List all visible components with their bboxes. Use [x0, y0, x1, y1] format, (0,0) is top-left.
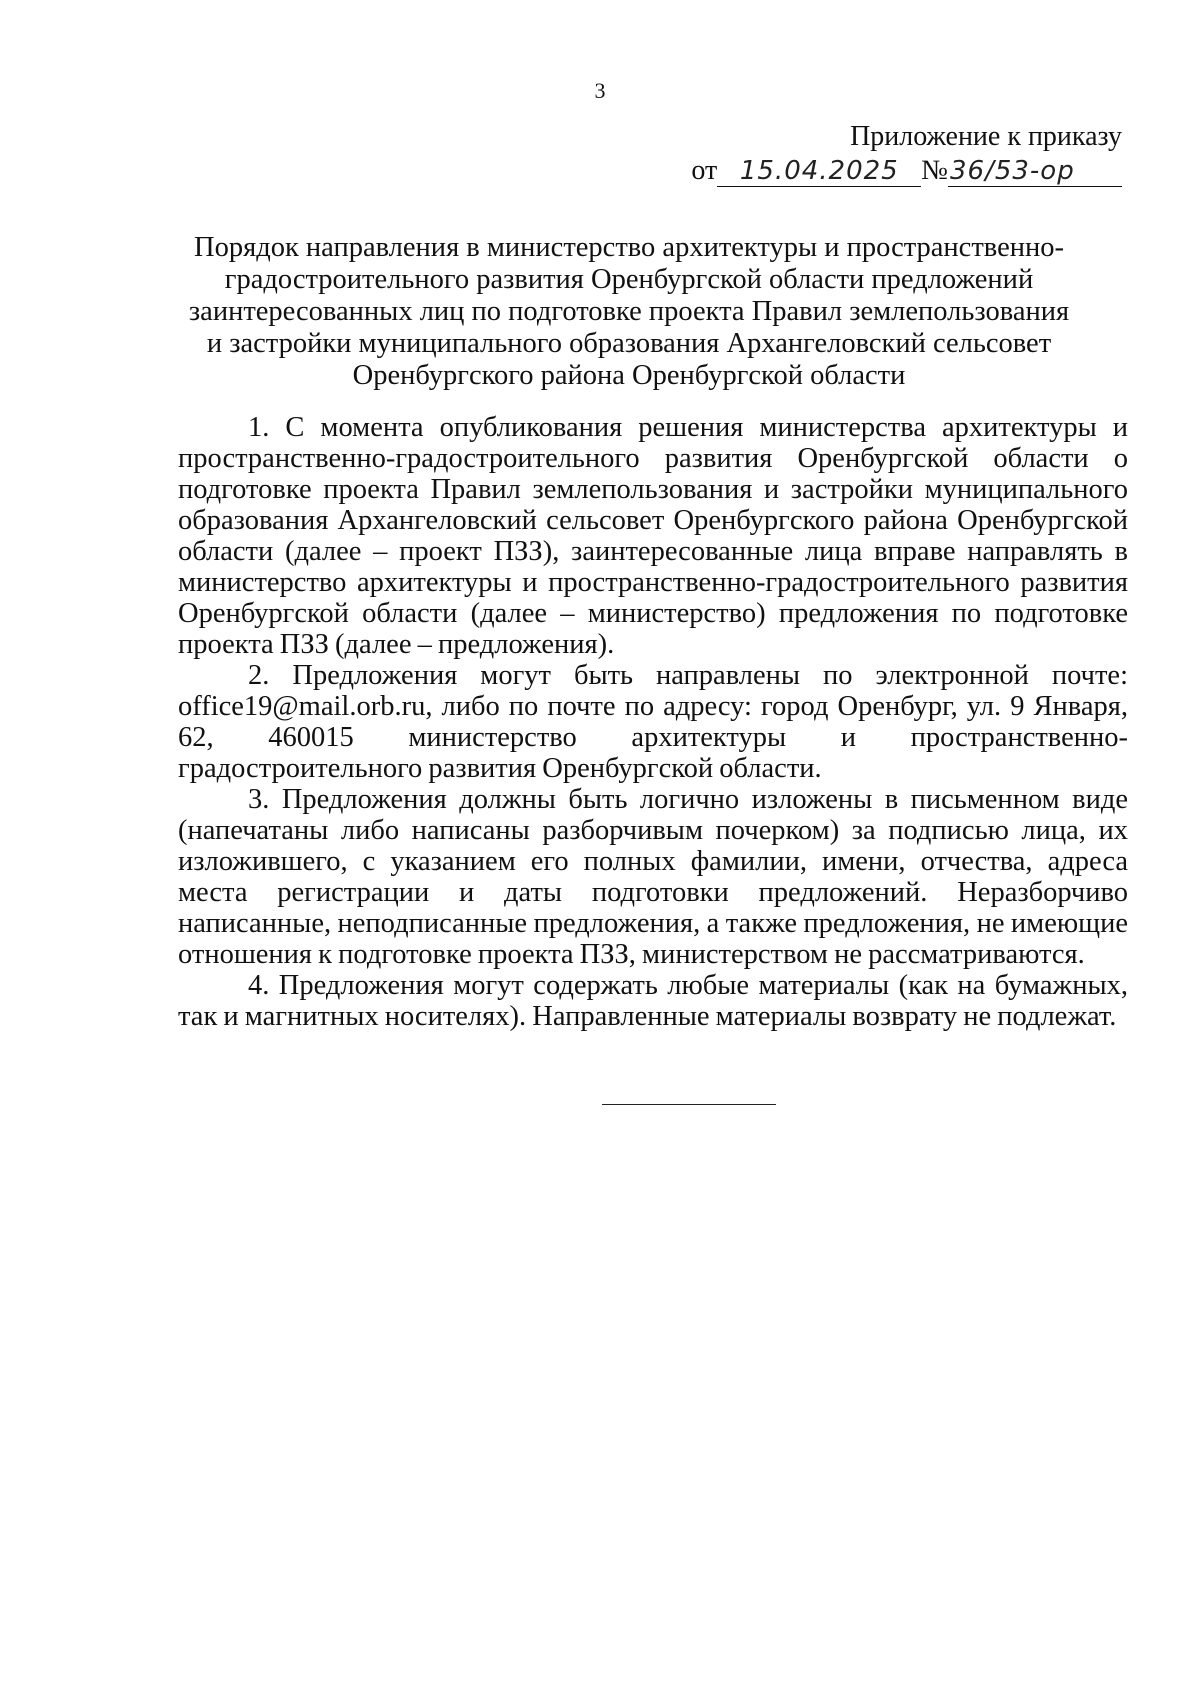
page-number: 3 [594, 78, 606, 103]
handwritten-date: 15.04.2025 [717, 156, 921, 187]
appendix-header [691, 120, 1122, 188]
from-label: от [691, 155, 718, 186]
closing-divider [602, 1104, 776, 1105]
title-line: и застройки муниципального образования Архангеловский сельсовет [206, 328, 1052, 359]
document-body [178, 412, 1128, 1032]
handwritten-order-number: 36/53-ор [948, 156, 1122, 187]
number-label: № [921, 155, 948, 186]
title-line: градостроительного развития Оренбургской области предложений [224, 264, 1034, 295]
paragraph-3: 3. Предложения должны быть логично изложены в письменном виде (напечатаны либо написаны разборчивым почерком) за подписью лица, их изложившего, с указанием его полных фамилии, имени, отчества, адреса места регистрации и даты подготовки предложений. Неразборчиво написанные, неподписанные предложения, а также предложения, не имеющие отношения к подготовке проекта ПЗЗ, министерством не рассматриваются. [178, 784, 1128, 970]
paragraph-1: 1. С момента опубликования решения министерства архитектуры и пространственно-градостроительного развития Оренбургской области о подготовке проекта Правил землепользования и застройки муниципального образования Архангеловский сельсовет Оренбургского района Оренбургской области (далее – проект ПЗЗ), заинтересованные лица вправе направлять в министерство архитектуры и пространственно-градостроительного развития Оренбургской области (далее – министерство) предложения по подготовке проекта ПЗЗ (далее – предложения). [178, 412, 1128, 660]
document-title [170, 232, 1088, 392]
title-line: Оренбургского района Оренбургской области [352, 360, 906, 391]
title-line: заинтересованных лиц по подготовке проекта Правил землепользования [188, 296, 1070, 327]
appendix-title: Приложение к приказу [850, 121, 1122, 152]
paragraph-4: 4. Предложения могут содержать любые материалы (как на бумажных, так и магнитных носителях). Направленные материалы возврату не подлежат. [178, 970, 1128, 1032]
appendix-order-line [691, 154, 1122, 188]
title-line: Порядок направления в министерство архитектуры и пространственно- [194, 232, 1064, 263]
paragraph-2: 2. Предложения могут быть направлены по электронной почте: office19@mail.orb.ru, либо по почте по адресу: город Оренбург, ул. 9 Января, 62, 460015 министерство архитектуры и пространственно-градостроительного развития Оренбургской области. [178, 660, 1128, 784]
